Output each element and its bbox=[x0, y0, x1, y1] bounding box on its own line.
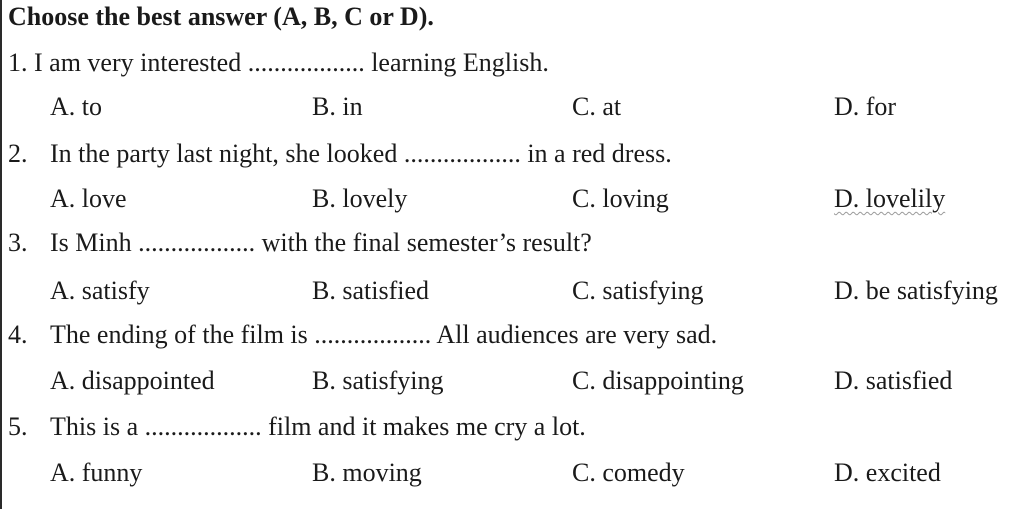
option-2d-text: D. lovelily bbox=[834, 184, 946, 213]
option-4d: D. satisfied bbox=[834, 366, 953, 395]
option-2d bbox=[834, 184, 945, 214]
option-3b: B. satisfied bbox=[312, 276, 429, 305]
option-4a: A. disappointed bbox=[50, 366, 215, 395]
option-5a: A. funny bbox=[50, 458, 143, 487]
option-5c: C. comedy bbox=[572, 458, 685, 487]
option-2b: B. lovely bbox=[312, 184, 408, 213]
question-number: 5. bbox=[8, 412, 28, 441]
question-5 bbox=[8, 412, 586, 442]
question-number: 1. bbox=[8, 48, 28, 77]
option-5d: D. excited bbox=[834, 458, 941, 487]
option-2a: A. love bbox=[50, 184, 127, 213]
option-1c: C. at bbox=[572, 92, 622, 121]
option-3d: D. be satisfying bbox=[834, 276, 998, 305]
question-3 bbox=[8, 228, 592, 258]
option-2c: C. loving bbox=[572, 184, 669, 213]
option-1a: A. to bbox=[50, 92, 102, 121]
question-text: I am very interested .................. learning English. bbox=[34, 48, 549, 77]
question-text: Is Minh .................. with the final semester’s result? bbox=[50, 228, 592, 257]
question-number: 2. bbox=[8, 139, 28, 168]
option-1b: B. in bbox=[312, 92, 363, 121]
option-5b: B. moving bbox=[312, 458, 422, 487]
option-4b: B. satisfying bbox=[312, 366, 444, 395]
instruction-heading: Choose the best answer (A, B, C or D). bbox=[8, 2, 434, 31]
question-4 bbox=[8, 320, 717, 350]
option-3a: A. satisfy bbox=[50, 276, 150, 305]
option-4c: C. disappointing bbox=[572, 366, 744, 395]
question-number: 3. bbox=[8, 228, 28, 257]
question-1 bbox=[8, 48, 549, 78]
question-number: 4. bbox=[8, 320, 28, 349]
question-text: In the party last night, she looked .................. in a red dress. bbox=[50, 139, 672, 168]
question-2 bbox=[8, 139, 672, 169]
option-3c: C. satisfying bbox=[572, 276, 704, 305]
question-text: This is a .................. film and it makes me cry a lot. bbox=[50, 412, 586, 441]
question-text: The ending of the film is .................. All audiences are very sad. bbox=[50, 320, 718, 349]
option-1d: D. for bbox=[834, 92, 897, 121]
